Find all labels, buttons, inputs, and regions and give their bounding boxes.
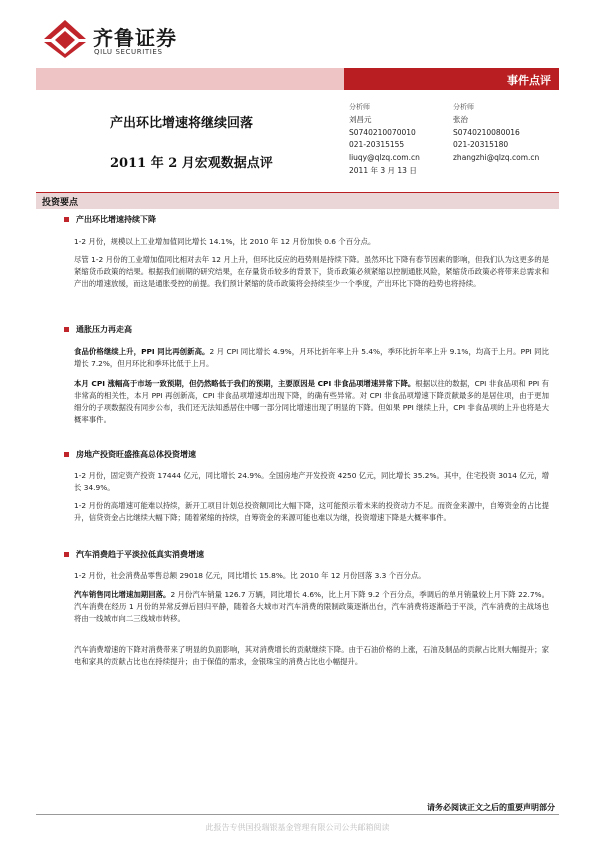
analyst-email[interactable]: zhangzhi@qlzq.com.cn — [453, 153, 540, 163]
report-type-label: 事件点评 — [507, 74, 551, 87]
paragraph: 尽管 1-2 月份的工业增加值同比相对去年 12 月上升，但环比反应的趋势则是持续下降。虽然环比下降有春节因素的影响，但我们认为这更多的是紧缩货币政策的结果。根据我们前期的研究结果，在存量货币较多的背景下，货币政策必须紧缩以控制通胀风险，紧缩货币政策必将带来总需求和产出的增速放缓，而这是通胀受控的前提。我们预计紧缩的货币政策将会持续至少一个季度，产出环比下降的趋势也将持续。 — [74, 255, 549, 288]
report-subtitle: 2011 年 2 月宏观数据点评 — [110, 156, 273, 171]
section-heading-4: 汽车消费趋于平淡拉低真实消费增速 — [76, 550, 204, 559]
analyst-name: 刘昌元 — [349, 114, 372, 124]
brand-name-en: QILU SECURITIES — [94, 48, 163, 56]
bullet-icon — [64, 217, 69, 222]
paragraph: 1-2 月份，社会消费品零售总额 29018 亿元，同比增长 15.8%。比 2010 年 12 月份回落 3.3 个百分点。 — [74, 571, 426, 580]
analyst-card-2 — [453, 101, 539, 165]
company-logo — [42, 18, 192, 62]
bullet-icon — [64, 327, 69, 332]
analyst-role: 分析师 — [453, 103, 474, 111]
disclaimer-note: 请务必阅读正文之后的重要声明部分 — [427, 803, 555, 812]
paragraph: 食品价格继续上升，PPI 同比再创新高。2 月 CPI 同比增长 4.9%，月环比折年率上升 5.4%，季环比折年率上升 9.1%，均高于上月。PPI 同比增长 7.2%，但月环比和季环比低于上月。 — [74, 347, 549, 368]
analyst-cert: S0740210080016 — [453, 127, 520, 137]
analyst-cert: S0740210070010 — [349, 127, 416, 137]
section-heading-2: 通胀压力再走高 — [76, 325, 132, 334]
analyst-card-1 — [349, 101, 420, 178]
bullet-icon — [64, 552, 69, 557]
analyst-phone: 021-20315180 — [453, 140, 509, 150]
analyst-email[interactable]: liuqy@qlzq.com.cn — [349, 153, 420, 163]
analyst-role: 分析师 — [349, 103, 370, 111]
footer-divider — [36, 814, 559, 815]
section-header-title: 投资要点 — [42, 198, 79, 208]
report-date: 2011 年 3 月 13 日 — [349, 165, 417, 175]
paragraph: 1-2 月份的高增速可能难以持续，新开工项目计划总投资额同比大幅下降，这可能预示着未来的投资动力不足。而资金来源中，自筹资金的占比提升，信贷资金占比继续大幅下降；随着紧缩的持续，自筹资金的来源可能也难以为继，投资增速下降是大概率事件。 — [74, 501, 549, 522]
watermark-text: 此报告专供国投瑞银基金管理有限公司公共邮箱阅读 — [205, 823, 390, 832]
section-header-bar — [36, 192, 559, 209]
analyst-name: 张治 — [453, 114, 468, 124]
brand-name-cn: 齐鲁证券 — [93, 26, 177, 50]
paragraph: 汽车销售同比增速加期回落。2 月份汽车销量 126.7 万辆，同比增长 4.6%，比上月下降 9.2 个百分点，季调后的单月销量较上月下降 22.7%。汽车消费在经历 1 月份的异常反弹后回归平静，随着各大城市对汽车消费的限制政策逐渐出台，汽车消费将逐渐趋于平淡，汽车消费的主战场也将由一线城市向二三线城市转移。 — [74, 590, 549, 623]
report-title: 产出环比增速将继续回落 — [110, 116, 254, 131]
analyst-phone: 021-20315155 — [349, 140, 405, 150]
section-heading-3: 房地产投资旺盛推高总体投资增速 — [76, 450, 196, 459]
bullet-icon — [64, 452, 69, 457]
section-heading-1: 产出环比增速持续下降 — [76, 215, 156, 224]
title-block — [36, 92, 336, 186]
qilu-logo-icon — [42, 18, 88, 58]
paragraph: 1-2 月份，固定资产投资 17444 亿元，同比增长 24.9%。全国房地产开发投资 4250 亿元，同比增长 35.2%。其中，住宅投资 3014 亿元，增长 34.9%。 — [74, 471, 549, 492]
paragraph: 本月 CPI 涨幅高于市场一致预期，但仍然略低于我们的预期，主要原因是 CPI 非食品项增速异常下降。根据以往的数据，CPI 非食品项和 PPI 有非常高的相关性，本月 PPI 再创新高，CPI 非食品项增速却出现下降，的确有些异常。对 CPI 非食品项增速下降贡献最多的是居住项，由于更加细分的子项数据没有同步公布，我们还无法知悉居住中哪一部分同比增速出现了明显的下降。但如果 PPI 继续上升，CPI 非食品项的上升也将是大概率事件。 — [74, 379, 549, 424]
paragraph: 1-2 月份，规模以上工业增加值同比增长 14.1%，比 2010 年 12 月份加快 0.6 个百分点。 — [74, 237, 376, 246]
paragraph: 汽车消费增速的下降对消费带来了明显的负面影响，其对消费增长的贡献继续下降。由于石油价格的上涨，石油及制品的贡献占比则大幅提升；家电和家具的贡献占比也在持续提升；由于保值的需求，金银珠宝的消费占比也小幅提升。 — [74, 645, 549, 666]
